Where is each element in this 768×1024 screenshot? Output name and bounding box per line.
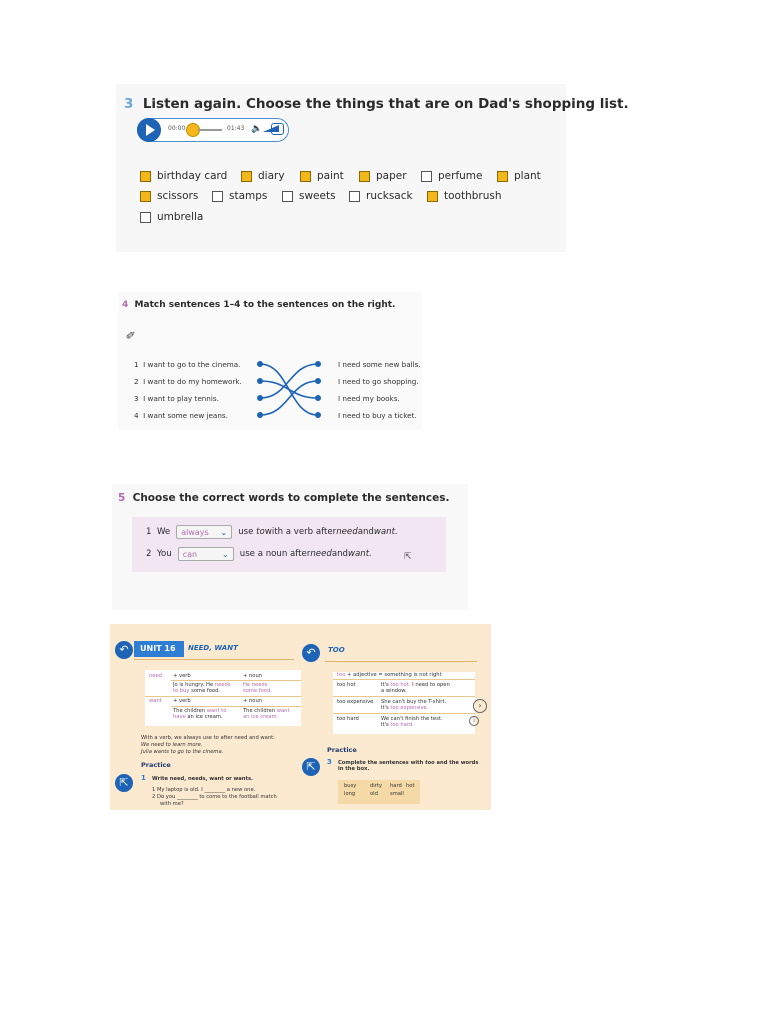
dropdown-value: can bbox=[182, 549, 198, 559]
option-label: paint bbox=[317, 170, 344, 182]
match-line bbox=[260, 381, 318, 398]
note-line-3: Julia wants to go to the cinema. bbox=[141, 749, 224, 755]
option-paint[interactable] bbox=[300, 170, 344, 182]
too-adj-3: too hard bbox=[337, 716, 359, 722]
next-arrow-icon[interactable]: › bbox=[473, 699, 487, 713]
q1-title: Write need, needs, want or wants. bbox=[152, 776, 254, 782]
row-text: with a verb after bbox=[264, 527, 337, 537]
cursor-icon: ⇱ bbox=[404, 552, 412, 562]
divider bbox=[171, 706, 301, 707]
option-rucksack[interactable] bbox=[349, 190, 413, 202]
row-italic: need bbox=[310, 549, 332, 559]
option-label: toothbrush bbox=[444, 190, 502, 202]
option-label: umbrella bbox=[157, 211, 204, 223]
too-title: TOO bbox=[328, 646, 345, 654]
checkbox[interactable] bbox=[140, 171, 151, 182]
exercise-title-text: Listen again. Choose the things that are on Dad's shopping list. bbox=[142, 96, 629, 112]
row-text: and bbox=[357, 527, 374, 537]
q1-item-2b: with me? bbox=[160, 801, 184, 807]
chevron-down-icon: ⌄ bbox=[220, 527, 228, 537]
row-number: 1 bbox=[146, 527, 152, 537]
row-text: use a noun after bbox=[239, 549, 311, 559]
q1-item-1: 1 My laptop is old. I ________ a new one. bbox=[152, 787, 256, 793]
exercise-3-title bbox=[124, 96, 629, 112]
word: hard bbox=[390, 783, 402, 789]
volume-icon[interactable]: 🔈 bbox=[251, 124, 263, 134]
want-verb-example: The children want to have an ice cream. bbox=[173, 708, 227, 720]
option-umbrella[interactable] bbox=[140, 211, 203, 223]
option-label: sweets bbox=[299, 190, 336, 202]
exercise-3-panel bbox=[116, 84, 629, 252]
checkbox[interactable] bbox=[140, 212, 151, 223]
grammar-table bbox=[145, 670, 301, 726]
practice-heading: Practice bbox=[141, 761, 171, 769]
exercise-title-text: Match sentences 1–4 to the sentences on the right. bbox=[134, 300, 396, 310]
word: small bbox=[390, 791, 404, 797]
checkbox[interactable] bbox=[427, 191, 438, 202]
exercise-5-panel bbox=[112, 484, 468, 610]
word: long bbox=[344, 791, 356, 797]
row-italic: to bbox=[256, 527, 265, 537]
row-text: and bbox=[331, 549, 349, 559]
option-paper[interactable] bbox=[359, 170, 407, 182]
word-box bbox=[338, 780, 420, 804]
row-start: We bbox=[156, 527, 171, 537]
option-scissors[interactable] bbox=[140, 190, 198, 202]
divider bbox=[134, 659, 294, 660]
row-italic: want. bbox=[373, 527, 398, 537]
back-arrow-icon[interactable]: ↶ bbox=[302, 644, 320, 662]
divider bbox=[325, 661, 477, 662]
exercise-5-title bbox=[118, 492, 449, 504]
option-diary[interactable] bbox=[241, 170, 285, 182]
exercise-number: 4 bbox=[122, 300, 129, 310]
option-label: stamps bbox=[229, 190, 268, 202]
verb-head: + verb bbox=[173, 698, 191, 704]
q3-title: Complete the sentences with too and the words in the box. bbox=[338, 760, 479, 772]
divider bbox=[333, 679, 475, 680]
answer-dropdown-1[interactable] bbox=[176, 525, 232, 539]
progress-track[interactable] bbox=[198, 129, 222, 131]
sentence-row-2 bbox=[146, 547, 372, 561]
option-stamps[interactable] bbox=[212, 190, 267, 202]
option-plant[interactable] bbox=[497, 170, 541, 182]
row-start: You bbox=[156, 549, 172, 559]
cursor-icon[interactable]: ⇱ bbox=[302, 758, 320, 776]
word: old bbox=[370, 791, 378, 797]
right-sentence-3: I need my books. bbox=[338, 394, 400, 403]
duration: 01:43 bbox=[227, 125, 245, 132]
back-arrow-icon[interactable]: ↶ bbox=[115, 641, 133, 659]
row-italic: want. bbox=[348, 549, 372, 559]
option-label: diary bbox=[258, 170, 285, 182]
checkbox[interactable] bbox=[359, 171, 370, 182]
checkbox[interactable] bbox=[300, 171, 311, 182]
checkbox[interactable] bbox=[241, 171, 252, 182]
chevron-down-icon: ⌄ bbox=[222, 549, 229, 559]
info-icon[interactable]: i bbox=[469, 716, 479, 726]
checkbox[interactable] bbox=[421, 171, 432, 182]
want-noun-example: The children want an ice cream. bbox=[243, 708, 290, 720]
sentence-row-1 bbox=[146, 525, 398, 539]
too-adj-2: too expensive bbox=[337, 699, 374, 705]
too-example-1: It's too hot. I need to open a window. bbox=[381, 682, 450, 694]
checkbox[interactable] bbox=[349, 191, 360, 202]
checkbox[interactable] bbox=[212, 191, 223, 202]
cursor-icon[interactable]: ⇱ bbox=[115, 774, 133, 792]
word: dirty bbox=[370, 783, 382, 789]
exercise-4-panel bbox=[118, 292, 422, 430]
too-rule: too + adjective = something is not right bbox=[337, 672, 442, 678]
noun-head: + noun bbox=[243, 698, 263, 704]
row-text: use bbox=[238, 527, 254, 537]
note-line-1: With a verb, we always use to after need and want: bbox=[141, 735, 275, 741]
practice-heading: Practice bbox=[327, 746, 357, 754]
option-label: rucksack bbox=[366, 190, 413, 202]
play-icon[interactable] bbox=[137, 118, 161, 142]
checkbox[interactable] bbox=[140, 191, 151, 202]
exercise-title-text: Choose the correct words to complete the sentences. bbox=[132, 492, 450, 504]
too-adj-1: too hot bbox=[337, 682, 356, 688]
left-sentence-2: 2 I want to do my homework. bbox=[134, 377, 242, 386]
divider bbox=[171, 680, 301, 681]
current-time: 00:00 bbox=[168, 125, 186, 132]
too-table bbox=[333, 672, 475, 734]
divider bbox=[333, 696, 475, 697]
option-label: perfume bbox=[438, 170, 483, 182]
need-noun-example: He needs some food. bbox=[243, 682, 272, 694]
unit-16-panel bbox=[110, 624, 491, 810]
right-sentence-1: I need some new balls. bbox=[338, 360, 421, 369]
verb-head: + verb bbox=[173, 673, 191, 679]
divider bbox=[333, 713, 475, 714]
too-example-2: She can't buy the T-shirt. It's too expensive. bbox=[381, 699, 447, 711]
q3-number: 3 bbox=[327, 758, 332, 766]
left-sentence-3: 3 I want to play tennis. bbox=[134, 394, 219, 403]
option-sweets[interactable] bbox=[282, 190, 336, 202]
need-verb-example: Jo is hungry. He needs to buy some food. bbox=[173, 682, 231, 694]
need-label: need bbox=[149, 673, 162, 679]
left-sentence-1: 1 I want to go to the cinema. bbox=[134, 360, 241, 369]
option-label: birthday card bbox=[157, 170, 228, 182]
checkbox[interactable] bbox=[497, 171, 508, 182]
exercise-number: 5 bbox=[118, 492, 126, 504]
option-label: paper bbox=[376, 170, 407, 182]
option-birthday-card[interactable] bbox=[140, 170, 227, 182]
unit-name: NEED, WANT bbox=[188, 644, 238, 652]
word: busy bbox=[344, 783, 357, 789]
right-sentence-4: I need to buy a ticket. bbox=[338, 411, 417, 420]
row-number: 2 bbox=[146, 549, 152, 559]
q1-number: 1 bbox=[141, 774, 146, 782]
too-example-3: We can't finish the test. It's too hard. bbox=[381, 716, 443, 728]
row-italic: need bbox=[336, 527, 358, 537]
word: hot bbox=[406, 783, 415, 789]
checkbox[interactable] bbox=[282, 191, 293, 202]
note-line-2: We need to learn more. bbox=[141, 742, 203, 748]
option-toothbrush[interactable] bbox=[427, 190, 502, 202]
right-sentence-2: I need to go shopping. bbox=[338, 377, 419, 386]
match-lines[interactable] bbox=[118, 292, 422, 430]
option-perfume[interactable] bbox=[421, 170, 482, 182]
dropdown-value: always bbox=[181, 527, 209, 537]
caption-button[interactable] bbox=[271, 123, 284, 135]
sentence-box bbox=[132, 517, 446, 572]
option-label: plant bbox=[514, 170, 541, 182]
want-label: want bbox=[149, 698, 162, 704]
q1-item-2: 2 Do you ________ to come to the football match bbox=[152, 794, 277, 800]
left-sentence-4: 4 I want some new jeans. bbox=[134, 411, 228, 420]
unit-tag: UNIT 16 bbox=[134, 641, 184, 657]
noun-head: + noun bbox=[243, 673, 263, 679]
exercise-number: 3 bbox=[124, 96, 134, 112]
option-label: scissors bbox=[157, 190, 199, 202]
pencil-icon[interactable]: ✏ bbox=[122, 326, 140, 344]
answer-dropdown-2[interactable] bbox=[178, 547, 234, 561]
divider bbox=[145, 696, 301, 697]
audio-player bbox=[137, 118, 289, 142]
